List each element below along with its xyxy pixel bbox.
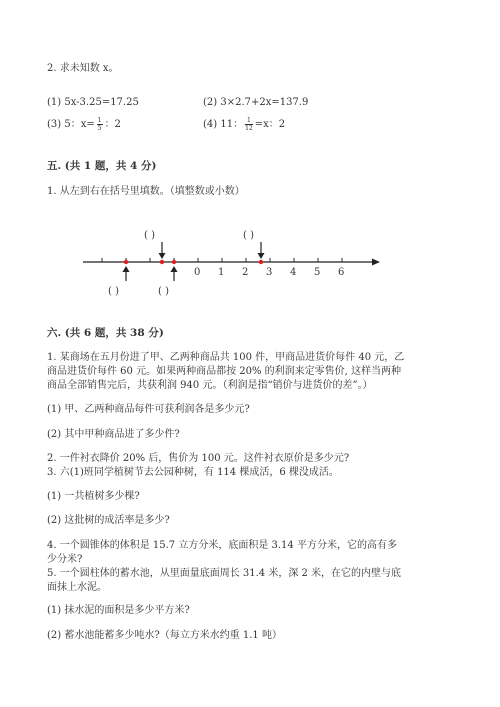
problem-3: 3. 六(1)班同学植树节去公园种树，有 114 棵成活，6 棵没成活。: [47, 467, 339, 478]
problem-1-sub-1: (1) 甲、乙两种商品每件可获利润各是多少元?: [47, 404, 250, 415]
problem-1-line-1: 1. 某商场在五月份进了甲、乙两种商品共 100 件，甲商品进货价每件 40 元，乙: [47, 352, 405, 363]
tick-label-6: 6: [338, 267, 345, 278]
tick-label-5: 5: [314, 267, 321, 278]
tick-label-0: 0: [194, 267, 201, 278]
down-arrow-1-head: [159, 253, 166, 259]
problem-4-line-2: 少分米?: [47, 554, 83, 565]
problem-1-sub-2: (2) 其中甲种商品进了多少件?: [47, 429, 180, 440]
blank-bottom-1: ( ): [108, 286, 119, 297]
problem-5-line-2: 面抹上水泥。: [47, 582, 107, 593]
problem-5-line-1: 5. 一个圆柱体的蓄水池，从里面量底面周长 31.4 米，深 2 米，在它的内壁与底: [47, 568, 402, 579]
equation-1: (1) 5x-3.25=17.25: [47, 97, 139, 108]
section-5-title: 五. (共 1 题，共 4 分): [47, 160, 157, 172]
point-3: [172, 260, 176, 264]
tick-label-3: 3: [266, 267, 273, 278]
point-4: [259, 260, 263, 264]
problem-4-line-1: 4. 一个圆锥体的体积是 15.7 立方分米，底面积是 3.14 平方分米，它的高有多: [47, 540, 397, 551]
blank-top-1: ( ): [144, 230, 155, 241]
problem-3-sub-2: (2) 这批树的成活率是多少?: [47, 515, 170, 526]
section-5-question-1: 1. 从左到右在括号里填数。（填整数或小数）: [47, 186, 245, 197]
problem-1-line-2: 商品进货价每件 60 元。如果两种商品都按 20% 的利润来定零售价, 这样当两种: [47, 366, 402, 377]
tick-label-2: 2: [242, 267, 249, 278]
question-2-heading: 2. 求未知数 x。: [47, 63, 119, 74]
number-line-figure: [0, 222, 500, 302]
blank-bottom-2: ( ): [158, 286, 169, 297]
problem-3-sub-1: (1) 一共植树多少棵?: [47, 491, 140, 502]
tick-label-4: 4: [290, 267, 297, 278]
problem-5-sub-2: (2) 蓄水池能蓄多少吨水?（每立方米水约重 1.1 吨）: [47, 630, 282, 641]
point-1: [124, 260, 128, 264]
section-6-title: 六. (共 6 题，共 38 分): [47, 327, 164, 339]
tick-label-1: 1: [218, 267, 225, 278]
problem-1-line-3: 商品全部销售完后，共获利润 940 元。（利润是指“销价与进货价的差”。）: [47, 380, 373, 391]
fraction-one-fifth: $\frac{1}{5}$: [97, 117, 102, 132]
point-2: [160, 260, 164, 264]
blank-top-2: ( ): [243, 230, 254, 241]
problem-5-sub-1: (1) 抹水泥的面积是多少平方米?: [47, 605, 190, 616]
fraction-one-twelfth: $\frac{1}{12}$: [245, 117, 253, 132]
equation-4: (4) 11： $\frac{1}{12}$ =x：2: [203, 117, 286, 132]
equation-3: (3) 5：x= $\frac{1}{5}$ ：2: [47, 117, 121, 132]
number-line-arrowhead: [372, 259, 380, 266]
problem-2: 2. 一件衬衣降价 20% 后，售价为 100 元。这件衬衣原价是多少元?: [47, 453, 350, 464]
down-arrow-2-head: [258, 253, 265, 259]
equation-2: (2) 3×2.7+2x=137.9: [203, 97, 309, 108]
